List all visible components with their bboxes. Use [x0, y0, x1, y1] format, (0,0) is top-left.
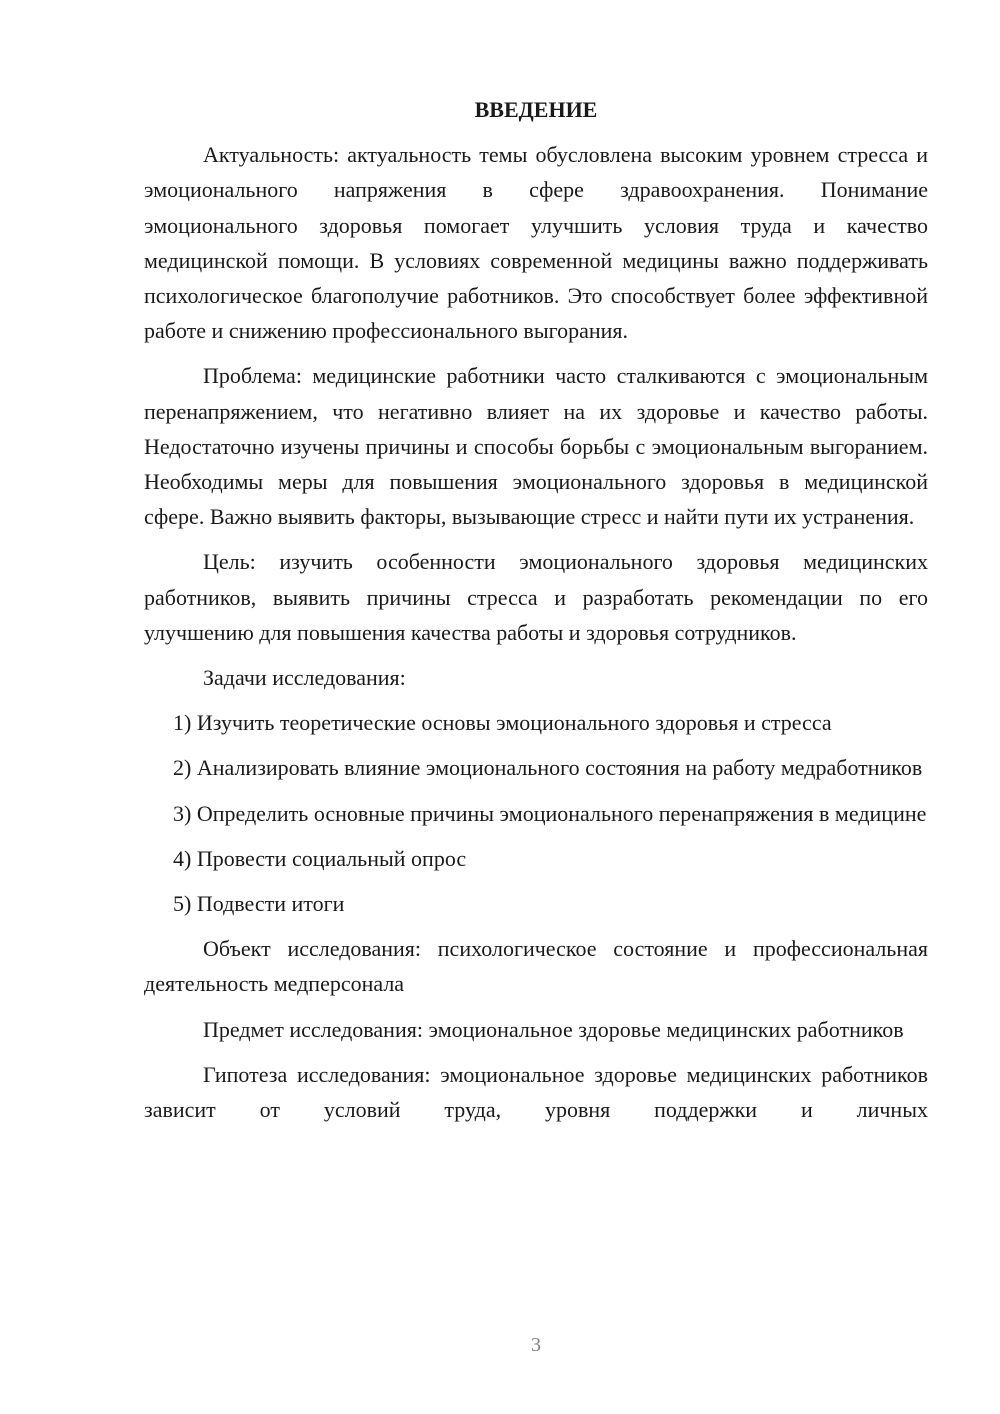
hypothesis-paragraph: Гипотеза исследования: эмоциональное здоровье медицинских работников зависит от условий труда, уровня поддержки и личных	[144, 1061, 928, 1123]
task-item: 1) Изучить теоретические основы эмоционального здоровья и стресса	[173, 710, 832, 736]
subject-paragraph: Предмет исследования: эмоциональное здоровье медицинских работников	[203, 1016, 904, 1042]
relevance-paragraph: Актуальность: актуальность темы обусловлена высоким уровнем стресса и эмоционального напряжения в сфере здравоохранения. Понимание эмоционального здоровья помогает улучшить условия труда и качество медицинской помощи. В условиях современной медицины важно поддерживать психологическое благополучие работников. Это способствует более эффективной работе и снижению профессионального выгорания.	[144, 142, 928, 344]
goal-paragraph: Цель: изучить особенности эмоционального здоровья медицинских работников, выявить причины стресса и разработать рекомендации по его улучшению для повышения качества работы и здоровья сотрудников.	[144, 549, 928, 645]
section-title: ВВЕДЕНИЕ	[474, 97, 598, 122]
page-number: 3	[531, 1334, 541, 1356]
task-item: 2) Анализировать влияние эмоционального состояния на работу медработников	[173, 755, 923, 781]
tasks-heading: Задачи исследования:	[203, 665, 406, 691]
document-body	[144, 92, 928, 1127]
task-item: 5) Подвести итоги	[173, 891, 345, 917]
task-item: 4) Провести социальный опрос	[173, 845, 467, 871]
problem-paragraph: Проблема: медицинские работники часто сталкиваются с эмоциональным перенапряжением, что негативно влияет на их здоровье и качество работы. Недостаточно изучены причины и способы борьбы с эмоциональным выгоранием. Необходимы меры для повышения эмоционального здоровья в медицинской сфере. Важно выявить факторы, вызывающие стресс и найти пути их устранения.	[144, 363, 928, 530]
object-paragraph: Объект исследования: психологическое состояние и профессиональная деятельность медперсонала	[144, 936, 928, 997]
task-item: 3) Определить основные причины эмоционального перенапряжения в медицине	[173, 800, 927, 826]
